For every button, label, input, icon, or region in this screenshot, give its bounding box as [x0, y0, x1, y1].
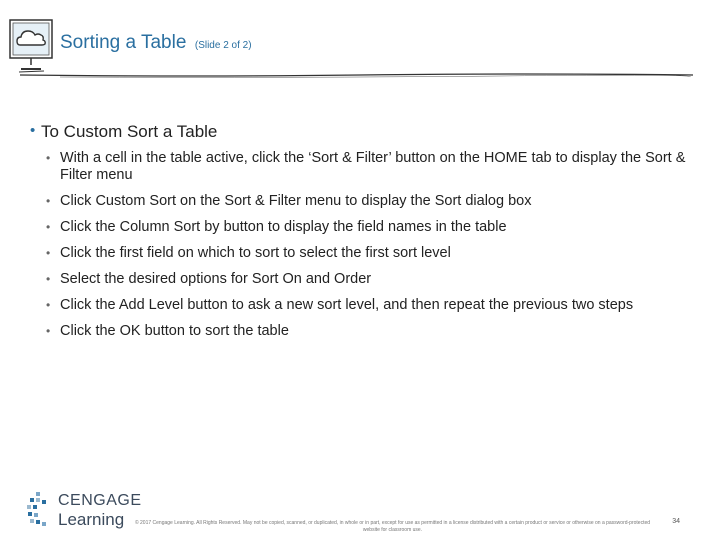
list-item: • Select the desired options for Sort On and Order: [44, 271, 690, 288]
sub-bullet-list: [30, 150, 690, 340]
list-item: • Click the first field on which to sort to select the first sort level: [44, 245, 690, 262]
list-item: • With a cell in the table active, click the ‘Sort & Filter’ button on the HOME tab to display the Sort & Filter menu: [44, 150, 690, 184]
page-title: [60, 32, 252, 54]
title-main: Sorting a Table: [60, 32, 187, 53]
list-item: • Click the Add Level button to ask a new sort level, and then repeat the previous two steps: [44, 297, 690, 314]
page-number: 34: [672, 518, 680, 525]
title-sub: (Slide 2 of 2): [194, 40, 252, 51]
bullet-level1: • To Custom Sort a Table: [30, 122, 690, 142]
copyright-footer: © 2017 Cengage Learning. All Rights Reserved. May not be copied, scanned, or duplicated, in whole or in part, except for use as permitted in a license distributed with a certain product or service or otherwise on a password-protected website for classroom use.: [134, 520, 651, 533]
bullet-list: [30, 122, 690, 349]
cengage-logo: [26, 490, 142, 532]
list-item: • Click Custom Sort on the Sort & Filter menu to display the Sort dialog box: [44, 193, 690, 210]
list-item: • Click the Column Sort by button to display the field names in the table: [44, 219, 690, 236]
logo-text-cengage: CENGAGE: [58, 492, 142, 509]
logo-text-learning: Learning: [58, 510, 125, 529]
list-item: • Click the OK button to sort the table: [44, 323, 690, 340]
cengage-logo-icon: [26, 492, 52, 528]
